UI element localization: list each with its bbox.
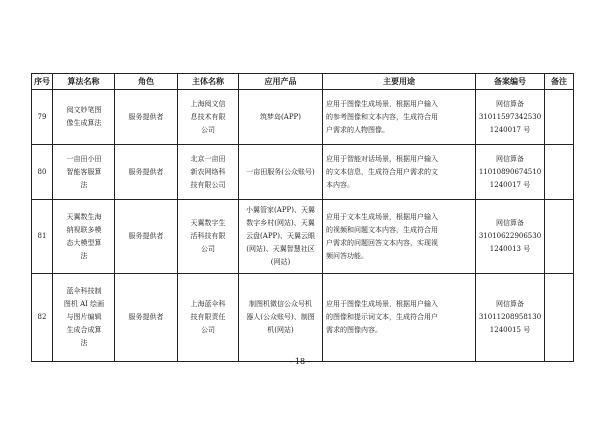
table-row bbox=[32, 200, 574, 274]
table-row bbox=[32, 90, 574, 145]
header-remark: 备注 bbox=[545, 74, 574, 90]
header-filing-number: 备案编号 bbox=[476, 74, 545, 90]
cell-filing-number: 网信算备 31011597342530 1240017 号 bbox=[476, 90, 545, 145]
header-index: 序号 bbox=[32, 74, 53, 90]
cell-main-usage: 应用于文本生成场景，根据用户输入 的视频和问题文本内容，生成符合用 户需求的问题回答文本内容，实现视 频问答功能。 bbox=[323, 200, 476, 274]
cell-entity-name: 天翼数字生 活科技有限 公司 bbox=[178, 200, 239, 274]
algorithm-filing-table-container bbox=[31, 73, 573, 362]
page-number: - 18 - bbox=[289, 357, 311, 366]
cell-role: 服务提供者 bbox=[115, 274, 178, 362]
table-row bbox=[32, 274, 574, 362]
header-role: 角色 bbox=[115, 74, 178, 90]
cell-remark bbox=[545, 145, 574, 200]
cell-role: 服务提供者 bbox=[115, 90, 178, 145]
cell-remark bbox=[545, 200, 574, 274]
cell-role: 服务提供者 bbox=[115, 200, 178, 274]
cell-remark bbox=[545, 274, 574, 362]
cell-index: 80 bbox=[32, 145, 53, 200]
cell-index: 82 bbox=[32, 274, 53, 362]
cell-entity-name: 上海阅文信 息技术有限 公司 bbox=[178, 90, 239, 145]
cell-remark bbox=[545, 90, 574, 145]
cell-main-usage: 应用于智能对话场景，根据用户输入 的文本信息，生成符合用户需求的文 本内容。 bbox=[323, 145, 476, 200]
cell-filing-number: 网信算备 31011208958130 1240015 号 bbox=[476, 274, 545, 362]
cell-filing-number: 网信算备 31010622906530 1240013 号 bbox=[476, 200, 545, 274]
cell-algorithm-name: 一亩田小田 智能客服算 法 bbox=[53, 145, 115, 200]
cell-entity-name: 北京一亩田 新农网络科 技有限公司 bbox=[178, 145, 239, 200]
cell-application-product: 筑梦岛(APP) bbox=[239, 90, 323, 145]
cell-application-product: 制图机微信公众号机 器人(公众账号)、制图 机(网站) bbox=[239, 274, 323, 362]
header-entity-name: 主体名称 bbox=[178, 74, 239, 90]
cell-algorithm-name: 蓝伞科技制 图机 AI 绘画 与图片编辑 生成合成算 法 bbox=[53, 274, 115, 362]
header-main-usage: 主要用途 bbox=[323, 74, 476, 90]
cell-filing-number: 网信算备 11010890674510 1240017 号 bbox=[476, 145, 545, 200]
cell-entity-name: 上海蓝伞科 技有限责任 公司 bbox=[178, 274, 239, 362]
table-header-row bbox=[32, 74, 574, 90]
cell-index: 79 bbox=[32, 90, 53, 145]
cell-index: 81 bbox=[32, 200, 53, 274]
cell-algorithm-name: 阅文妙笔图 像生成算法 bbox=[53, 90, 115, 145]
cell-main-usage: 应用于图像生成场景，根据用户输入 的参考图像和文本内容，生成符合用 户需求的人物图像。 bbox=[323, 90, 476, 145]
cell-application-product: 一亩田服务(公众账号) bbox=[239, 145, 323, 200]
table-row bbox=[32, 145, 574, 200]
cell-role: 服务提供者 bbox=[115, 145, 178, 200]
cell-application-product: 小翼管家(APP)、天翼 数字乡村(网站)、天翼 云盘(APP)、天翼云眼 (网站)、天翼智慧社区 (网站) bbox=[239, 200, 323, 274]
header-application-product: 应用产品 bbox=[239, 74, 323, 90]
cell-main-usage: 应用于图像生成场景，根据用户输入 的图像和提示词文本，生成符合用户 需求的图像内容。 bbox=[323, 274, 476, 362]
header-algorithm-name: 算法名称 bbox=[53, 74, 115, 90]
cell-algorithm-name: 天翼数生海 纳视联多模 态大模型算 法 bbox=[53, 200, 115, 274]
algorithm-filing-table bbox=[31, 73, 574, 362]
